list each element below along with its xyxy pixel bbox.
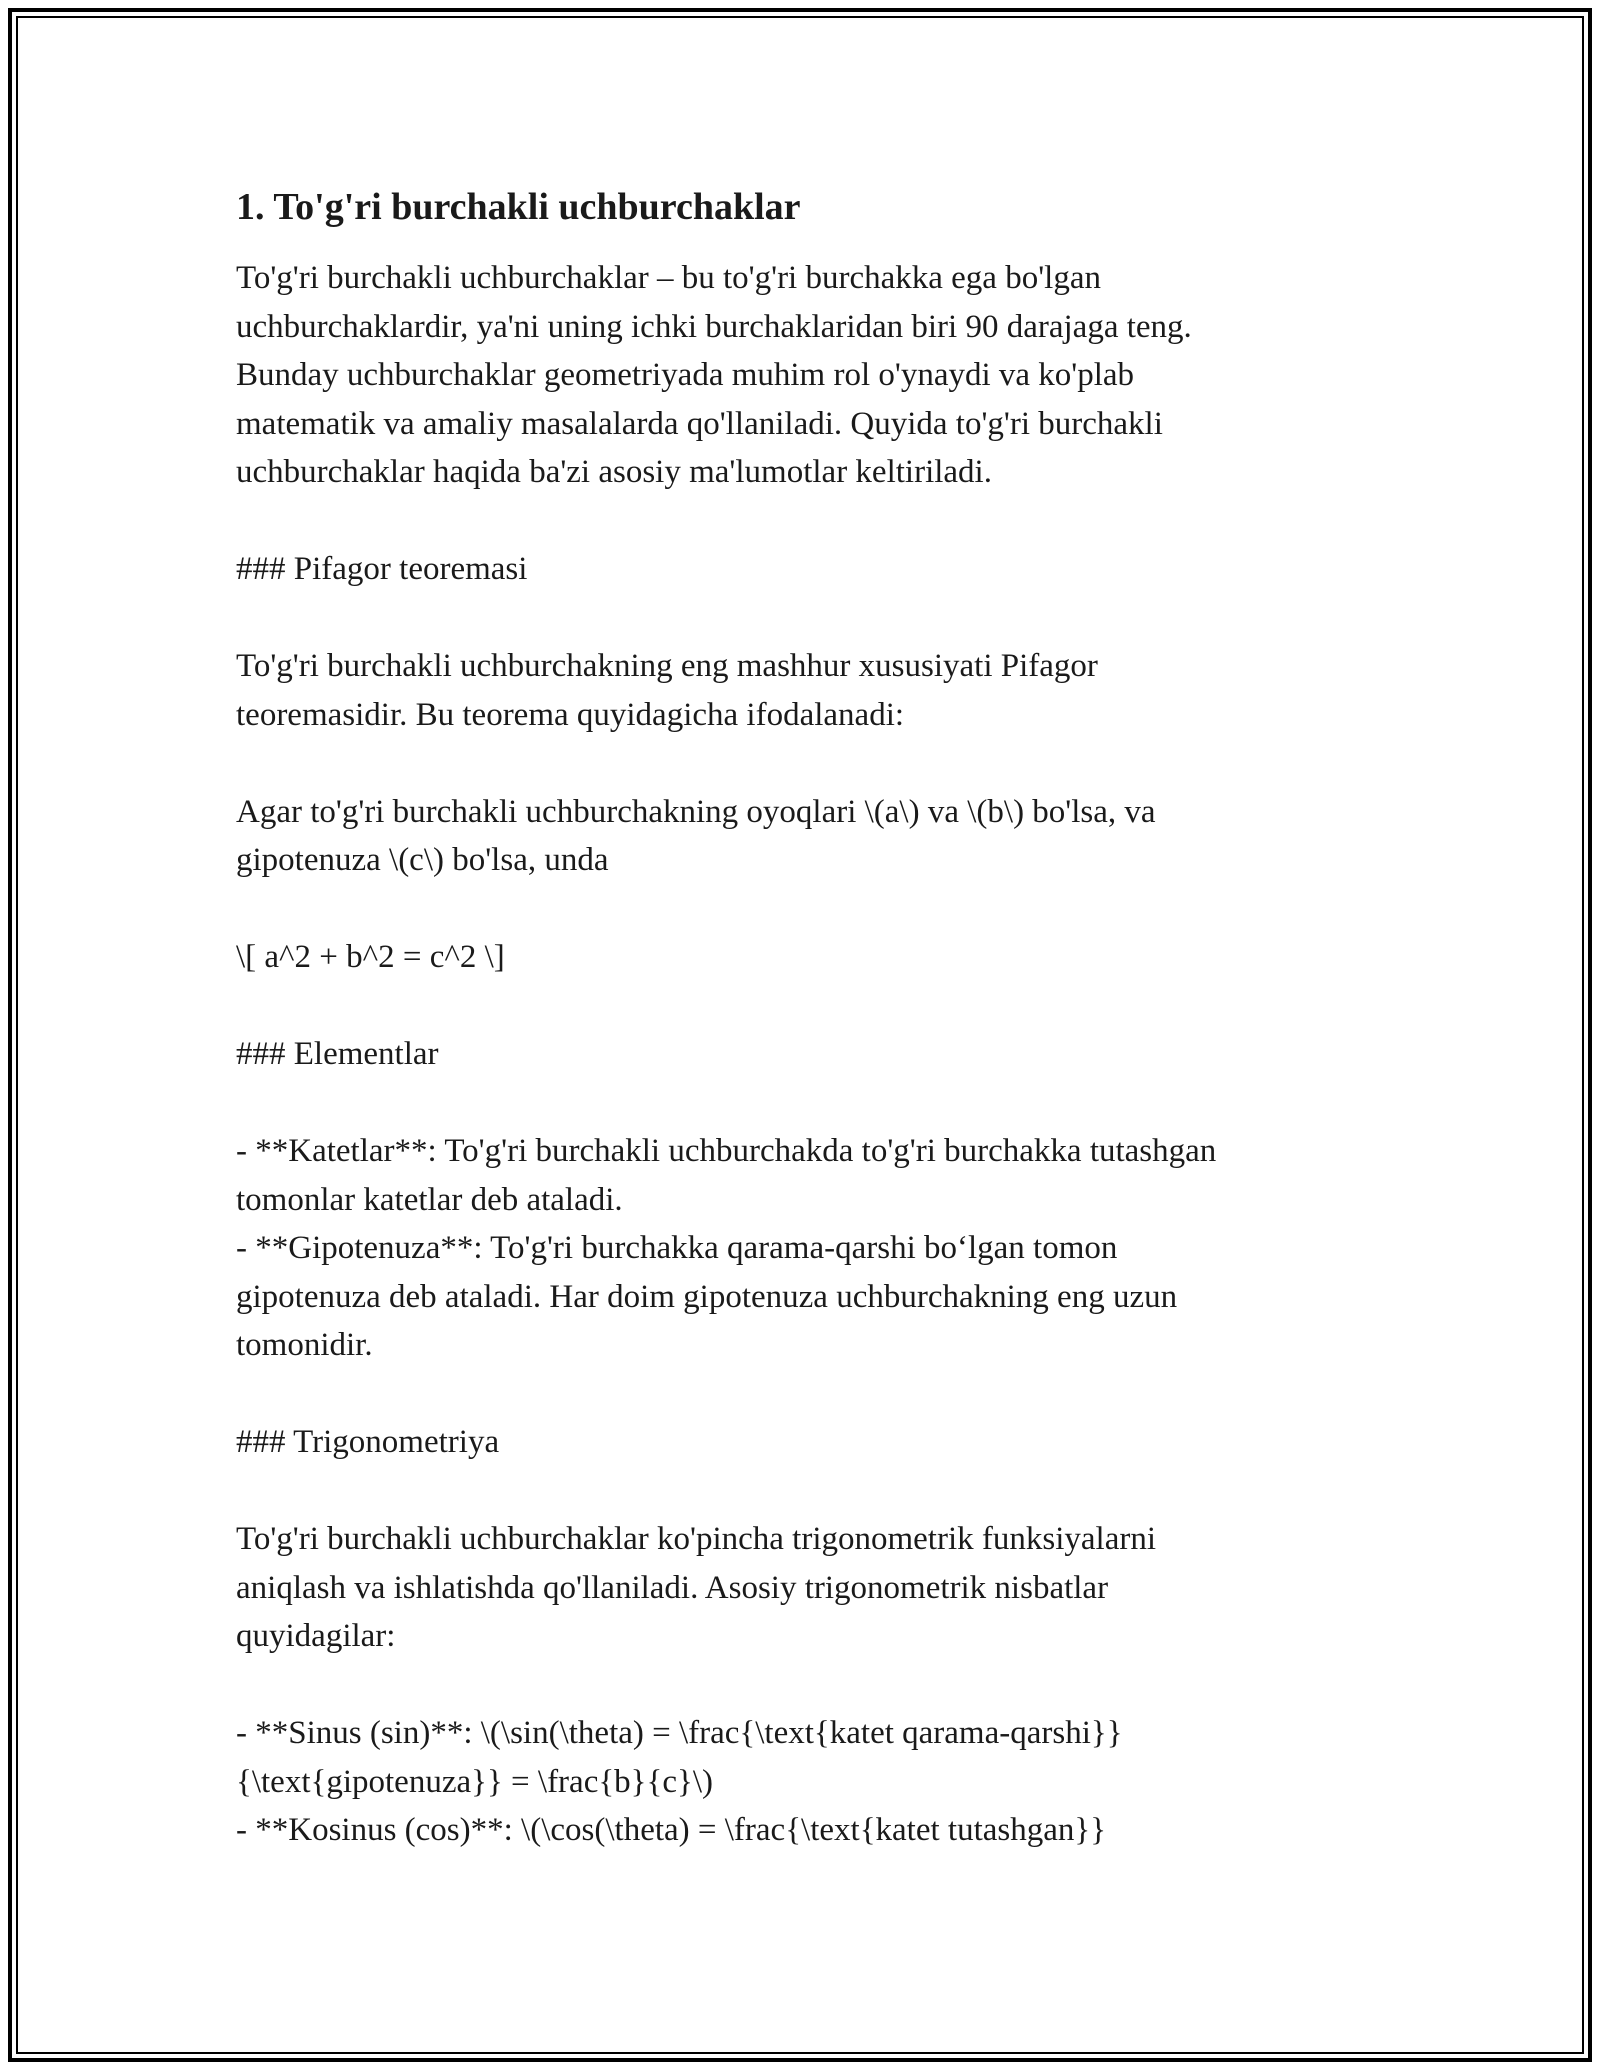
text-line: ### Elementlar (236, 1036, 439, 1072)
text-line: Bunday uchburchaklar geometriyada muhim rol o'ynaydi va ko'plab (236, 357, 1135, 393)
text-line: gipotenuza \(c\) bo'lsa, unda (236, 842, 609, 878)
text-line: uchburchaklar haqida ba'zi asosiy ma'lumotlar keltiriladi. (236, 454, 992, 490)
paragraph (236, 642, 1356, 739)
paragraph-gap (236, 1370, 1356, 1419)
text-line: ### Pifagor teoremasi (236, 551, 528, 587)
document-body (236, 184, 1356, 1855)
paragraph-gap (236, 1079, 1356, 1128)
text-line: To'g'ri burchakli uchburchakning eng mashhur xususiyati Pifagor (236, 648, 1098, 684)
text-line: - **Katetlar**: To'g'ri burchakli uchburchakda to'g'ri burchakka tutashgan (236, 1133, 1217, 1169)
text-line: Agar to'g'ri burchakli uchburchakning oyoqlari \(a\) va \(b\) bo'lsa, va (236, 793, 1156, 830)
text-line: tomonidir. (236, 1327, 373, 1363)
paragraph-gap (236, 982, 1356, 1031)
paragraph (236, 1515, 1356, 1661)
text-line: To'g'ri burchakli uchburchaklar ko'pincha trigonometrik funksiyalarni (236, 1521, 1157, 1557)
paragraph-gap (236, 739, 1356, 788)
paragraph (236, 788, 1356, 885)
text-line: - **Sinus (sin)**: \(\sin(\theta) = \frac{\text{katet qarama-qarshi}} (236, 1715, 1123, 1751)
paragraph-gap (236, 1467, 1356, 1516)
paragraph (236, 1127, 1356, 1370)
paragraph-gap (236, 885, 1356, 934)
text-line: teoremasidir. Bu teorema quyidagicha ifodalanadi: (236, 696, 905, 733)
text-line: - **Kosinus (cos)**: \(\cos(\theta) = \frac{\text{katet tutashgan}} (236, 1812, 1107, 1848)
paragraph-gap (236, 497, 1356, 546)
document-blocks (236, 254, 1356, 1855)
text-line: quyidagilar: (236, 1618, 396, 1654)
paragraph (236, 1709, 1356, 1855)
text-line: ### Trigonometriya (236, 1424, 500, 1460)
paragraph (236, 1030, 1356, 1079)
text-line: tomonlar katetlar deb ataladi. (236, 1181, 623, 1218)
text-line: \[ a^2 + b^2 = c^2 \] (236, 939, 505, 975)
text-line: gipotenuza deb ataladi. Har doim gipotenuza uchburchakning eng uzun (236, 1278, 1178, 1315)
text-line: To'g'ri burchakli uchburchaklar – bu to'g'ri burchakka ega bo'lgan (236, 260, 1101, 296)
text-line: uchburchaklardir, ya'ni uning ichki burchaklaridan biri 90 darajaga teng. (236, 308, 1192, 345)
paragraph (236, 545, 1356, 594)
paragraph (236, 933, 1356, 982)
text-line: aniqlash va ishlatishda qo'llaniladi. Asosiy trigonometrik nisbatlar (236, 1569, 1109, 1606)
paragraph (236, 254, 1356, 497)
paragraph (236, 1418, 1356, 1467)
text-line: - **Gipotenuza**: To'g'ri burchakka qarama-qarshi bo‘lgan tomon (236, 1230, 1118, 1266)
paragraph-gap (236, 594, 1356, 643)
text-line: matematik va amaliy masalalarda qo'llaniladi. Quyida to'g'ri burchakli (236, 405, 1163, 442)
text-line: {\text{gipotenuza}} = \frac{b}{c}\) (236, 1763, 714, 1800)
document-title: 1. To'g'ri burchakli uchburchaklar (236, 186, 801, 228)
paragraph-gap (236, 1661, 1356, 1710)
